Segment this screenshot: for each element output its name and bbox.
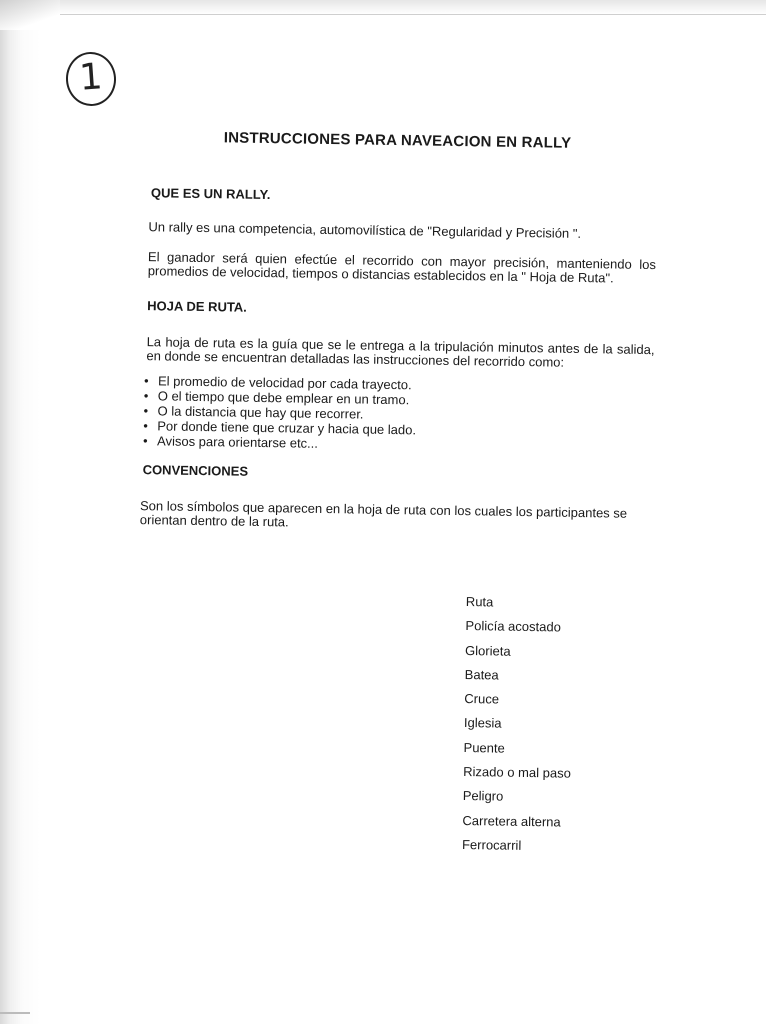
list-item: • Avisos para orientarse etc...	[143, 433, 653, 456]
convention-item-policia-acostado: Policía acostado	[465, 618, 562, 635]
page-corner-shadow	[0, 0, 60, 30]
page-top-edge	[60, 0, 766, 15]
list-item: • O la distancia que hay que recorrer.	[143, 403, 653, 426]
section-heading-hoja-de-ruta: HOJA DE RUTA.	[147, 298, 247, 315]
convention-item-carretera-alterna: Carretera alterna	[462, 812, 561, 830]
convention-item-peligro: Peligro	[462, 788, 504, 804]
paragraph-hoja-de-ruta: La hoja de ruta es la guía que se le entrega a la tripulación minutos antes de la salida, en donde se encuentran detalladas las instrucciones del recorrido como:	[146, 334, 655, 370]
convention-item-puente: Puente	[463, 739, 505, 756]
bullet-list-instrucciones	[143, 373, 654, 456]
paragraph-ganador: El ganador será quien efectúe el recorrido con mayor precisión, manteniendo los promedios de velocidad, tiempos o distancias establecidos en la " Hoja de Ruta".	[147, 249, 657, 286]
conventions-list	[462, 594, 574, 863]
document-content	[132, 128, 658, 535]
page-number: 1	[64, 50, 118, 107]
scan-mark	[0, 1012, 30, 1014]
list-item: • Por donde tiene que cruzar y hacia que lado.	[143, 418, 653, 441]
convention-item-batea: Batea	[464, 666, 499, 683]
section-heading-que-es: QUE ES UN RALLY.	[150, 185, 271, 203]
list-item: • O el tiempo que debe emplear en un tramo.	[144, 388, 654, 411]
list-item: • El promedio de velocidad por cada trayecto.	[144, 373, 654, 396]
convention-item-ruta: Ruta	[465, 594, 494, 610]
convention-item-rizado: Rizado o mal paso	[463, 764, 571, 781]
convention-item-glorieta: Glorieta	[465, 642, 511, 659]
convention-item-ferrocarril: Ferrocarril	[461, 836, 522, 853]
convention-item-iglesia: Iglesia	[463, 715, 502, 732]
paragraph-rally-definition: Un rally es una competencia, automovilística de "Regularidad y Precisión ".	[148, 219, 582, 241]
document-title: INSTRUCCIONES PARA NAVEACION EN RALLY	[223, 129, 572, 152]
section-heading-convenciones: CONVENCIONES	[142, 462, 249, 479]
convention-item-cruce: Cruce	[464, 691, 500, 707]
paragraph-convenciones: Son los símbolos que aparecen en la hoja de ruta con los cuales los participantes se orientan dentro de la ruta.	[139, 498, 628, 530]
